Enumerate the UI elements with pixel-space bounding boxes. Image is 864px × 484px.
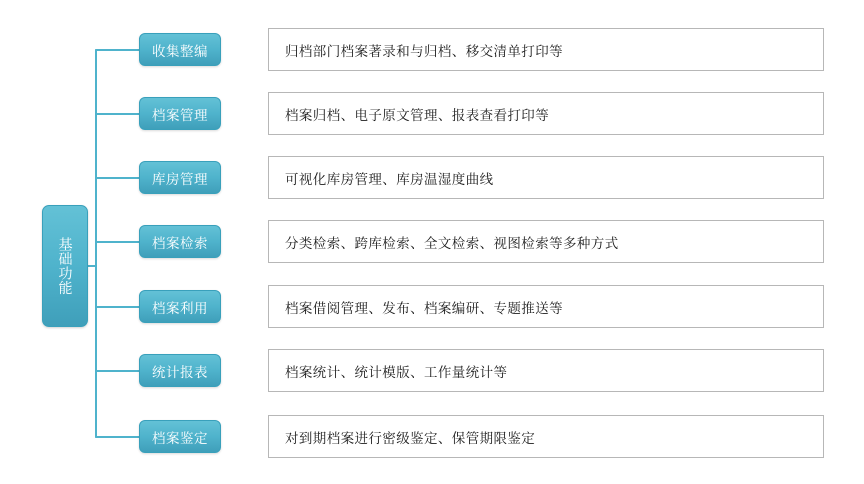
branch-description-7: 对到期档案进行密级鉴定、保管期限鉴定 [268, 415, 824, 458]
branch-label-6[interactable]: 统计报表 [139, 354, 221, 387]
branch-description-4: 分类检索、跨库检索、全文检索、视图检索等多种方式 [268, 220, 824, 263]
branch-label-4[interactable]: 档案检索 [139, 225, 221, 258]
branch-description-5: 档案借阅管理、发布、档案编研、专题推送等 [268, 285, 824, 328]
branch-label-5[interactable]: 档案利用 [139, 290, 221, 323]
branch-label-7[interactable]: 档案鉴定 [139, 420, 221, 453]
branch-label-2[interactable]: 档案管理 [139, 97, 221, 130]
branch-label-1[interactable]: 收集整编 [139, 33, 221, 66]
root-node[interactable] [42, 205, 88, 327]
branch-description-3: 可视化库房管理、库房温湿度曲线 [268, 156, 824, 199]
root-node-label: 基础功能 [57, 237, 74, 295]
branch-description-2: 档案归档、电子原文管理、报表查看打印等 [268, 92, 824, 135]
branch-label-3[interactable]: 库房管理 [139, 161, 221, 194]
branch-description-6: 档案统计、统计模版、工作量统计等 [268, 349, 824, 392]
branch-description-1: 归档部门档案著录和与归档、移交清单打印等 [268, 28, 824, 71]
